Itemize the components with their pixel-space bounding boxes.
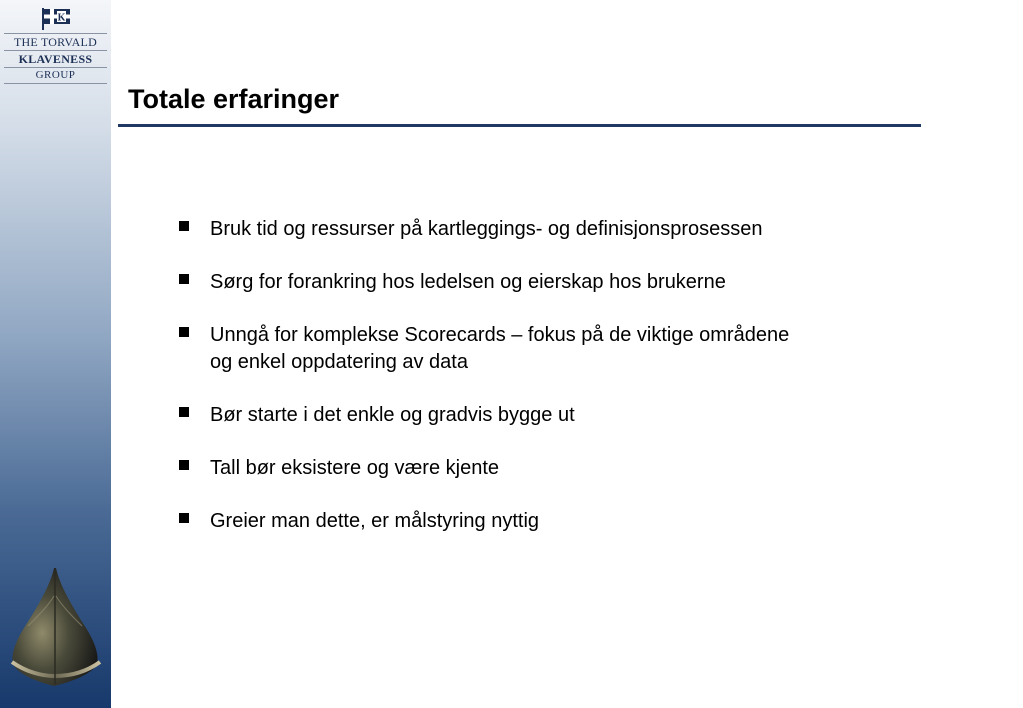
bullet-text: Unngå for komplekse Scorecards – fokus på de viktige områdene og enkel oppdatering av data [210,324,790,373]
title-underline [118,124,921,127]
square-bullet-icon [179,274,189,284]
bullet-text: Tall bør eksistere og være kjente [210,457,500,479]
bullet-text: Bruk tid og ressurser på kartleggings- og definisjonsprosessen [210,218,763,240]
logo-divider [4,83,107,84]
flag-letter: K [57,12,65,24]
bullet-item [177,508,897,535]
square-bullet-icon [179,327,189,337]
bullet-item [177,455,897,482]
bullet-item [177,216,897,243]
square-bullet-icon [179,513,189,523]
flag-icon [41,8,71,30]
bullet-item [177,322,810,376]
bullet-text: Greier man dette, er målstyring nyttig [210,510,540,532]
logo-text-line2: KLAVENESS [18,52,93,66]
bullet-text: Sørg for forankring hos ledelsen og eierskap hos brukerne [210,271,726,293]
square-bullet-icon [179,407,189,417]
viking-ship-icon [8,566,104,688]
bullet-list [177,216,897,561]
bullet-item [177,402,897,429]
sidebar-gradient [0,0,111,708]
bullet-text: Bør starte i det enkle og gradvis bygge ut [210,404,575,426]
logo-text-line1: THE TORVALD [14,35,97,49]
company-logo [0,8,111,84]
bullet-item [177,269,897,296]
logo-text-line3: GROUP [35,69,76,81]
page-title: Totale erfaringer [128,84,340,114]
square-bullet-icon [179,221,189,231]
square-bullet-icon [179,460,189,470]
